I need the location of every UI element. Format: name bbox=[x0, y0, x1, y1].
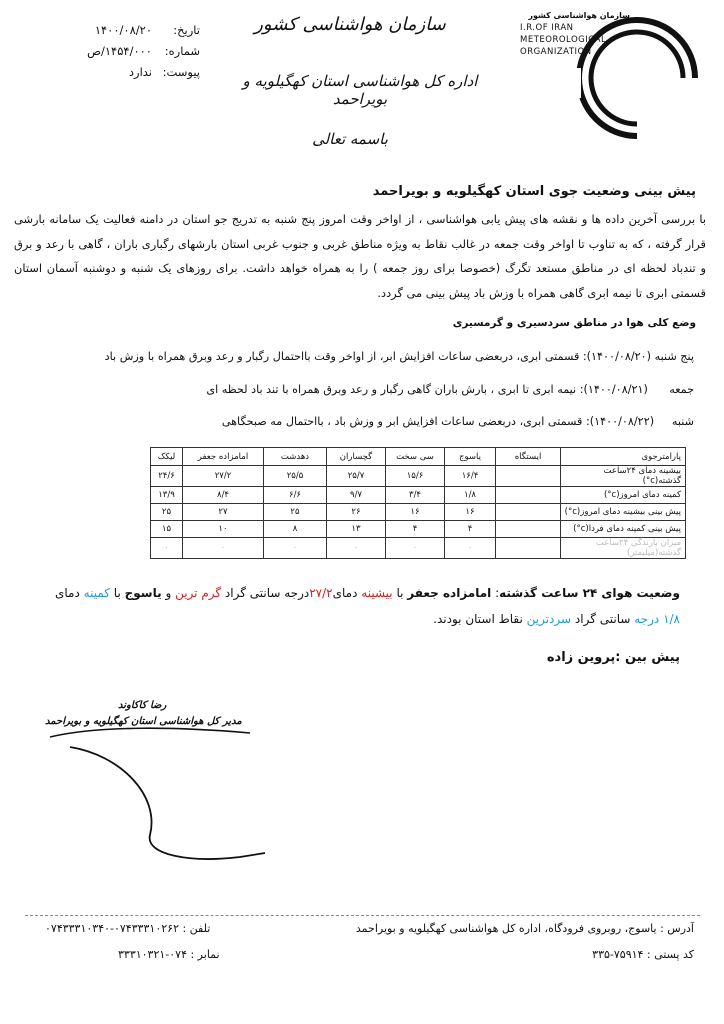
forecast-paragraph: با بررسی آخرین داده ها و نقشه های پیش یابی هواشناسی ، از اواخر وقت امروز پنج شنبه به تدریج جو استان در دامنه فعالیت یک سامانه بارشی قرار گرفته ، که به تناوب تا اواخر وقت جمعه در غالب نقاط به ویژه مناطق غربی و جنوب غربی استان بارشهای رگباری باران ، گاهی با رعد و برق و تندباد لحظه ای در مناطق مستعد تگرگ (خصوصا برای روز جمعه ) را به همراه خواهد داشت. برای روزهای یک شنبه و دوشنبه آسمان استان قسمتی ابری تا نیمه ابری گاهی همراه با وزش باد پیش بینی می گردد. bbox=[14, 212, 706, 300]
footer-fax bbox=[118, 948, 220, 961]
table-header: لیکک bbox=[151, 448, 183, 466]
table-header: سی سخت bbox=[386, 448, 445, 466]
summary-text: نقاط استان بودند. bbox=[433, 612, 523, 626]
table-header: یاسوج bbox=[445, 448, 496, 466]
table-cell: ۴ bbox=[445, 521, 496, 538]
table-cell: ۱۵ bbox=[151, 521, 183, 538]
number-value: ۱۴۵۴/۰۰۰/ص bbox=[87, 44, 152, 58]
table-cell-param: پیش بینی بیشینه دمای امروز(c°) bbox=[561, 504, 686, 521]
table-cell: ۱۶ bbox=[445, 504, 496, 521]
table-cell: ۱۵/۶ bbox=[386, 466, 445, 487]
past-24h-summary bbox=[38, 580, 680, 632]
day-forecast-thursday bbox=[105, 350, 694, 363]
logo-name-en-3: ORGANIZATION bbox=[520, 47, 592, 57]
summary-min-value: ۱/۸ bbox=[663, 612, 680, 626]
summary-text: دمای bbox=[54, 586, 80, 600]
table-cell: ۰ bbox=[386, 538, 445, 559]
number-label: شماره: bbox=[164, 44, 200, 58]
table-cell: ۱/۸ bbox=[445, 487, 496, 504]
fax-value: ۰۷۴-۳۳۳۱۰۳۲۱ bbox=[118, 948, 187, 961]
table-cell: ۰ bbox=[445, 538, 496, 559]
table-header: دهدشت bbox=[264, 448, 327, 466]
summary-text: و bbox=[165, 586, 172, 600]
address-value: یاسوج، روبروی فرودگاه، اداره کل هواشناسی کهگیلویه و بویراحمد bbox=[355, 922, 657, 935]
table-cell: ۰ bbox=[264, 538, 327, 559]
table-cell: ۱۶/۴ bbox=[445, 466, 496, 487]
table-cell-param: میزان بارندگی ۲۴ساعت گذشته(میلیمتر) bbox=[561, 538, 686, 559]
summary-colon: : bbox=[495, 586, 500, 600]
table-cell: ۲۵ bbox=[264, 504, 327, 521]
table-cell: ۲۶ bbox=[327, 504, 386, 521]
forecaster: پیش بین :پروین زاده bbox=[546, 650, 680, 665]
handwritten-signature bbox=[40, 715, 290, 875]
summary-coldest-label: سردترین bbox=[526, 612, 572, 626]
table-row bbox=[151, 466, 686, 487]
table-cell: ۹/۷ bbox=[327, 487, 386, 504]
invocation: باسمه تعالی bbox=[312, 130, 388, 148]
address-label: آدرس : bbox=[660, 922, 694, 935]
table-cell-param: بیشینه دمای ۲۴ساعت گذشته(c°) bbox=[561, 466, 686, 487]
table-cell: ۱۰ bbox=[183, 521, 264, 538]
summary-max-value: ۲۷/۲ bbox=[309, 586, 333, 600]
station-data-table bbox=[150, 447, 686, 559]
table-header: گچساران bbox=[327, 448, 386, 466]
day-text: نیمه ابری تا ابری ، بارش باران گاهی رگبار و رعد وبرق همراه با تند باد لحظه ای bbox=[206, 383, 577, 396]
general-weather-subheading: وضع کلی هوا در مناطق سردسیری و گرمسیری bbox=[452, 317, 696, 329]
day-forecast-saturday bbox=[222, 415, 694, 428]
summary-text: با bbox=[396, 586, 404, 600]
table-cell: ۱۳ bbox=[327, 521, 386, 538]
table-cell: ۶/۶ bbox=[264, 487, 327, 504]
day-name: پنج شنبه bbox=[654, 350, 694, 363]
table-cell: ۲۵/۷ bbox=[327, 466, 386, 487]
postal-label: کد پستی : bbox=[646, 948, 694, 961]
date-value: ۱۴۰۰/۰۸/۲۰ bbox=[94, 23, 152, 37]
signatory-name: رضا کاکاوند bbox=[118, 700, 167, 711]
table-cell: ۳/۴ bbox=[386, 487, 445, 504]
attachment-label: پیوست: bbox=[162, 65, 200, 79]
org-title: سازمان هواشناسی کشور bbox=[254, 14, 446, 35]
table-row bbox=[151, 504, 686, 521]
postal-value: ۷۵۹۱۴-۳۳۵ bbox=[592, 948, 644, 961]
logo-text bbox=[520, 10, 630, 58]
table-cell: ۲۷/۲ bbox=[183, 466, 264, 487]
table-cell bbox=[496, 487, 561, 504]
table-cell bbox=[496, 466, 561, 487]
table-cell: ۴ bbox=[386, 521, 445, 538]
summary-text: سانتی گراد bbox=[574, 612, 631, 626]
summary-title: وضعیت هوای ۲۴ ساعت گذشته bbox=[499, 586, 680, 600]
summary-min-label: کمینه bbox=[83, 586, 110, 600]
day-forecast-friday bbox=[206, 383, 694, 396]
table-row bbox=[151, 521, 686, 538]
day-name: جمعه bbox=[669, 383, 694, 396]
table-header: پارامترجوی bbox=[561, 448, 686, 466]
day-date: (۱۴۰۰/۰۸/۲۲): bbox=[585, 415, 655, 428]
table-cell-param: کمینه دمای امروز(c°) bbox=[561, 487, 686, 504]
table-cell: ۸/۴ bbox=[183, 487, 264, 504]
table-cell: ۱۳/۹ bbox=[151, 487, 183, 504]
table-cell: ۱۶ bbox=[386, 504, 445, 521]
table-cell bbox=[496, 521, 561, 538]
table-cell: ۸ bbox=[264, 521, 327, 538]
table-cell: ۰ bbox=[151, 538, 183, 559]
table-cell: ۲۵/۵ bbox=[264, 466, 327, 487]
table-row bbox=[151, 487, 686, 504]
table-cell bbox=[496, 504, 561, 521]
table-cell: ۰ bbox=[327, 538, 386, 559]
table-header: ایستگاه bbox=[496, 448, 561, 466]
signatory-title: مدیر کل هواشناسی استان کهگیلویه و بویراحمد bbox=[45, 716, 242, 727]
summary-degree: درجه bbox=[634, 612, 660, 626]
table-cell-param: پیش بینی کمینه دمای فردا(c°) bbox=[561, 521, 686, 538]
letter-meta bbox=[30, 20, 200, 83]
table-cell: ۰ bbox=[183, 538, 264, 559]
dept-title: اداره کل هواشناسی استان کهگیلویه و بویراحمد bbox=[242, 72, 478, 108]
logo-name-en-2: METEOROLOGICAL bbox=[520, 35, 607, 45]
day-text: قسمتی ابری، دربعضی ساعات افزایش ابر، از اواخر وقت بااحتمال رگبار و رعد وبرق همراه با وزش باد bbox=[104, 350, 580, 363]
table-row bbox=[151, 538, 686, 559]
date-label: تاریخ: bbox=[173, 23, 200, 37]
footer-postal bbox=[592, 948, 694, 961]
day-text: قسمتی ابری، دربعضی ساعات افزایش ابر و وزش باد ، بااحتمال مه صبحگاهی bbox=[221, 415, 583, 428]
table-header: امامزاده جعفر bbox=[183, 448, 264, 466]
summary-text: دمای bbox=[332, 586, 358, 600]
summary-text: درجه سانتی گراد bbox=[224, 586, 310, 600]
logo-name-fa: سازمان هواشناسی کشور bbox=[528, 11, 630, 20]
table-cell: ۲۴/۶ bbox=[151, 466, 183, 487]
summary-text: با bbox=[113, 586, 121, 600]
summary-warmest-station: امامزاده جعفر bbox=[407, 586, 492, 600]
day-date: (۱۴۰۰/۰۸/۲۱): bbox=[579, 383, 648, 396]
table-cell: ۲۷ bbox=[183, 504, 264, 521]
footer-divider bbox=[25, 915, 700, 916]
day-name: شنبه bbox=[671, 415, 694, 428]
summary-max-label: بیشینه bbox=[361, 586, 393, 600]
fax-label: نمابر : bbox=[190, 948, 220, 961]
table-cell bbox=[496, 538, 561, 559]
phone-value: ۰۷۴۳۳۳۱۰۲۶۲-۰۷۴۳۳۳۱۰۳۴۰ bbox=[45, 922, 179, 935]
summary-warmest-label: گرم ترین bbox=[175, 586, 222, 600]
summary-coldest-station: یاسوج bbox=[124, 586, 162, 600]
forecast-heading: پیش بینی وضعیت جوی استان کهگیلویه و بویراحمد bbox=[372, 184, 696, 199]
attachment-value: ندارد bbox=[128, 65, 152, 79]
day-date: (۱۴۰۰/۰۸/۲۰): bbox=[582, 350, 652, 363]
logo-name-en-1: I.R.OF IRAN bbox=[520, 23, 574, 33]
footer-phone bbox=[45, 922, 210, 935]
table-header-row bbox=[151, 448, 686, 466]
footer-address bbox=[356, 922, 694, 935]
table-cell: ۲۵ bbox=[151, 504, 183, 521]
phone-label: تلفن : bbox=[182, 922, 211, 935]
